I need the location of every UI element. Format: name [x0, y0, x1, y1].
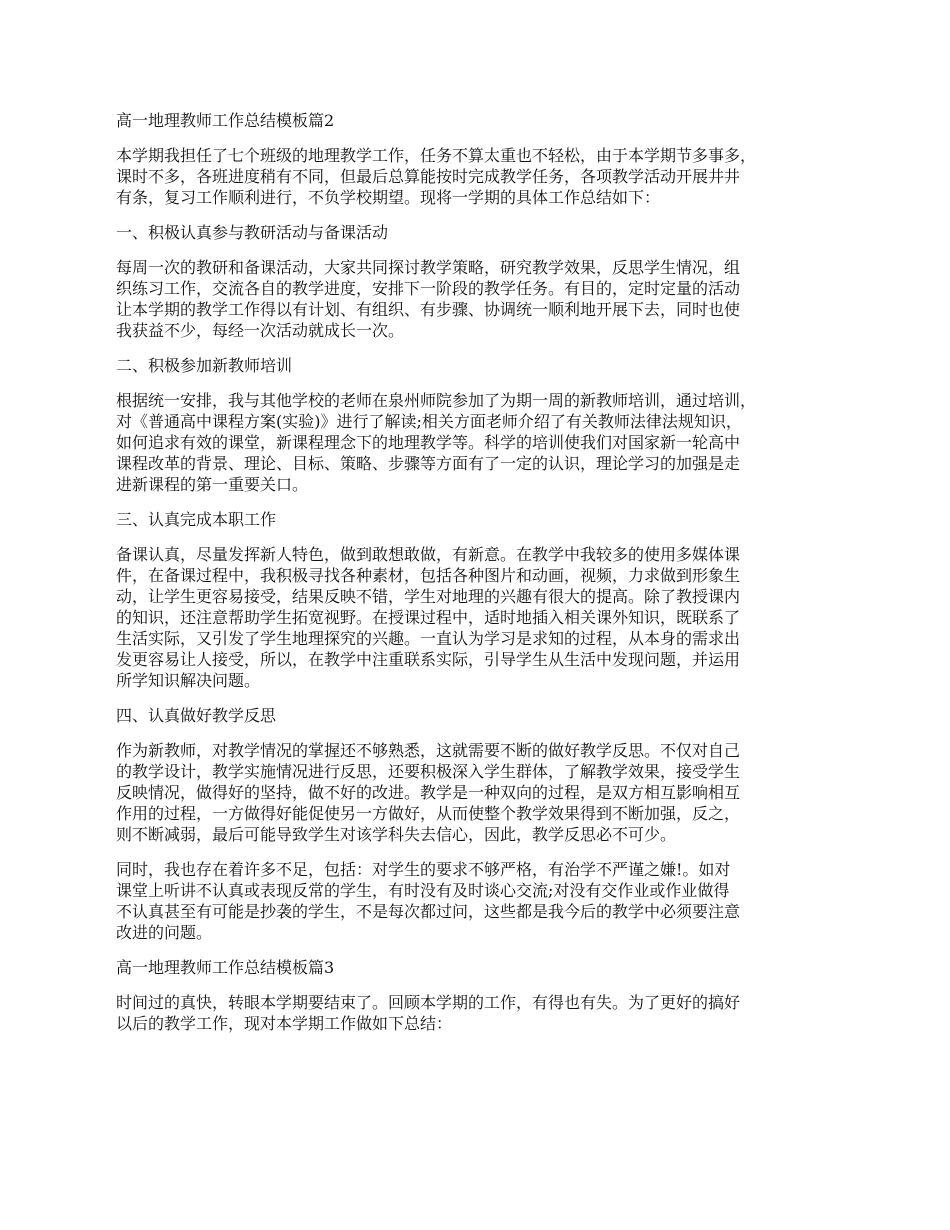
paragraph-5 — [116, 859, 854, 943]
text-line: 课时不多，各班进度稍有不同，但最后总算能按时完成教学任务，各项教学活动开展井井 — [116, 167, 741, 186]
text-line: 如何追求有效的课堂，新课程理念下的地理教学等。科学的培训使我们对国家新一轮高中 — [116, 433, 741, 452]
text-line: 对《普通高中课程方案(实验)》进行了解读;相关方面老师介绍了有关教师法律法规知识， — [116, 412, 742, 431]
text-line: 动，让学生更容易接受，结果反映不错，学生对地理的兴趣有很大的提高。除了教授课内 — [116, 587, 741, 606]
text-line: 发更容易让人接受，所以，在教学中注重联系实际，引导学生从生活中发现问题，并运用 — [116, 650, 741, 669]
paragraph-4 — [116, 740, 854, 845]
heading-3: 三、认真完成本职工作 — [116, 510, 277, 529]
document-body — [116, 110, 854, 1048]
text-line: 时间过的真快，转眼本学期要结束了。回顾本学期的工作，有得也有失。为了更好的搞好 — [116, 993, 741, 1012]
text-line: 有条，复习工作顺利进行，不负学校期望。现将一学期的具体工作总结如下： — [116, 188, 661, 207]
text-line: 作用的过程，一方做得好能促使另一方做好，从而使整个教学效果得到不断加强，反之， — [116, 804, 741, 823]
text-line: 件，在备课过程中，我积极寻找各种素材，包括各种图片和动画，视频，力求做到形象生 — [116, 566, 741, 585]
section-3-title: 高一地理教师工作总结模板篇3 — [116, 958, 335, 977]
text-line: 课堂上听讲不认真或表现反常的学生，有时没有及时谈心交流;对没有交作业或作业做得 — [116, 881, 730, 900]
text-line: 我获益不少，每经一次活动就成长一次。 — [116, 321, 405, 340]
text-line: 本学期我担任了七个班级的地理教学工作，任务不算太重也不轻松，由于本学期节多事多， — [116, 146, 757, 165]
text-line: 让本学期的教学工作得以有计划、有组织、有步骤、协调统一顺利地开展下去，同时也使 — [116, 300, 741, 319]
heading-4: 四、认真做好教学反思 — [116, 706, 277, 725]
text-line: 所学知识解决问题。 — [116, 671, 261, 690]
text-line: 每周一次的教研和备课活动，大家共同探讨教学策略，研究教学效果，反思学生情况，组 — [116, 258, 741, 277]
text-line: 进新课程的第一重要关口。 — [116, 475, 309, 494]
text-line: 不认真甚至有可能是抄袭的学生，不是每次都过问，这些都是我今后的教学中必须要注意 — [116, 902, 741, 921]
text-line: 改进的问题。 — [116, 923, 213, 942]
text-line: 的知识，还注意帮助学生拓宽视野。在授课过程中，适时地插入相关课外知识，既联系了 — [116, 608, 741, 627]
text-line: 作为新教师，对教学情况的掌握还不够熟悉，这就需要不断的做好教学反思。不仅对自己 — [116, 741, 741, 760]
text-line: 根据统一安排，我与其他学校的老师在泉州师院参加了为期一周的新教师培训，通过培训， — [116, 391, 757, 410]
paragraph-3 — [116, 544, 854, 691]
text-line: 反映情况，做得好的坚持，做不好的改进。教学是一种双向的过程，是双方相互影响相互 — [116, 783, 741, 802]
paragraph-6 — [116, 992, 854, 1034]
text-line: 备课认真，尽量发挥新人特色，做到敢想敢做，有新意。在教学中我较多的使用多媒体课 — [116, 545, 741, 564]
section-2-title: 高一地理教师工作总结模板篇2 — [116, 111, 335, 130]
text-line: 的教学设计，教学实施情况进行反思，还要积极深入学生群体，了解教学效果，接受学生 — [116, 762, 741, 781]
text-line: 织练习工作，交流各自的教学进度，安排下一阶段的教学任务。有目的，定时定量的活动 — [116, 279, 741, 298]
intro-paragraph — [116, 145, 854, 208]
heading-2: 二、积极参加新教师培训 — [116, 356, 293, 375]
text-line: 以后的教学工作，现对本学期工作做如下总结： — [116, 1014, 453, 1033]
text-line: 生活实际，又引发了学生地理探究的兴趣。一直认为学习是求知的过程，从本身的需求出 — [116, 629, 741, 648]
text-line: 则不断减弱，最后可能导致学生对该学科失去信心，因此，教学反思必不可少。 — [116, 825, 677, 844]
paragraph-1 — [116, 257, 854, 341]
text-line: 同时，我也存在着许多不足，包括：对学生的要求不够严格，有治学不严谨之嫌!。如对 — [116, 860, 731, 879]
heading-1: 一、积极认真参与教研活动与备课活动 — [116, 223, 389, 242]
text-line: 课程改革的背景、理论、目标、策略、步骤等方面有了一定的认识，理论学习的加强是走 — [116, 454, 741, 473]
paragraph-2 — [116, 390, 854, 495]
